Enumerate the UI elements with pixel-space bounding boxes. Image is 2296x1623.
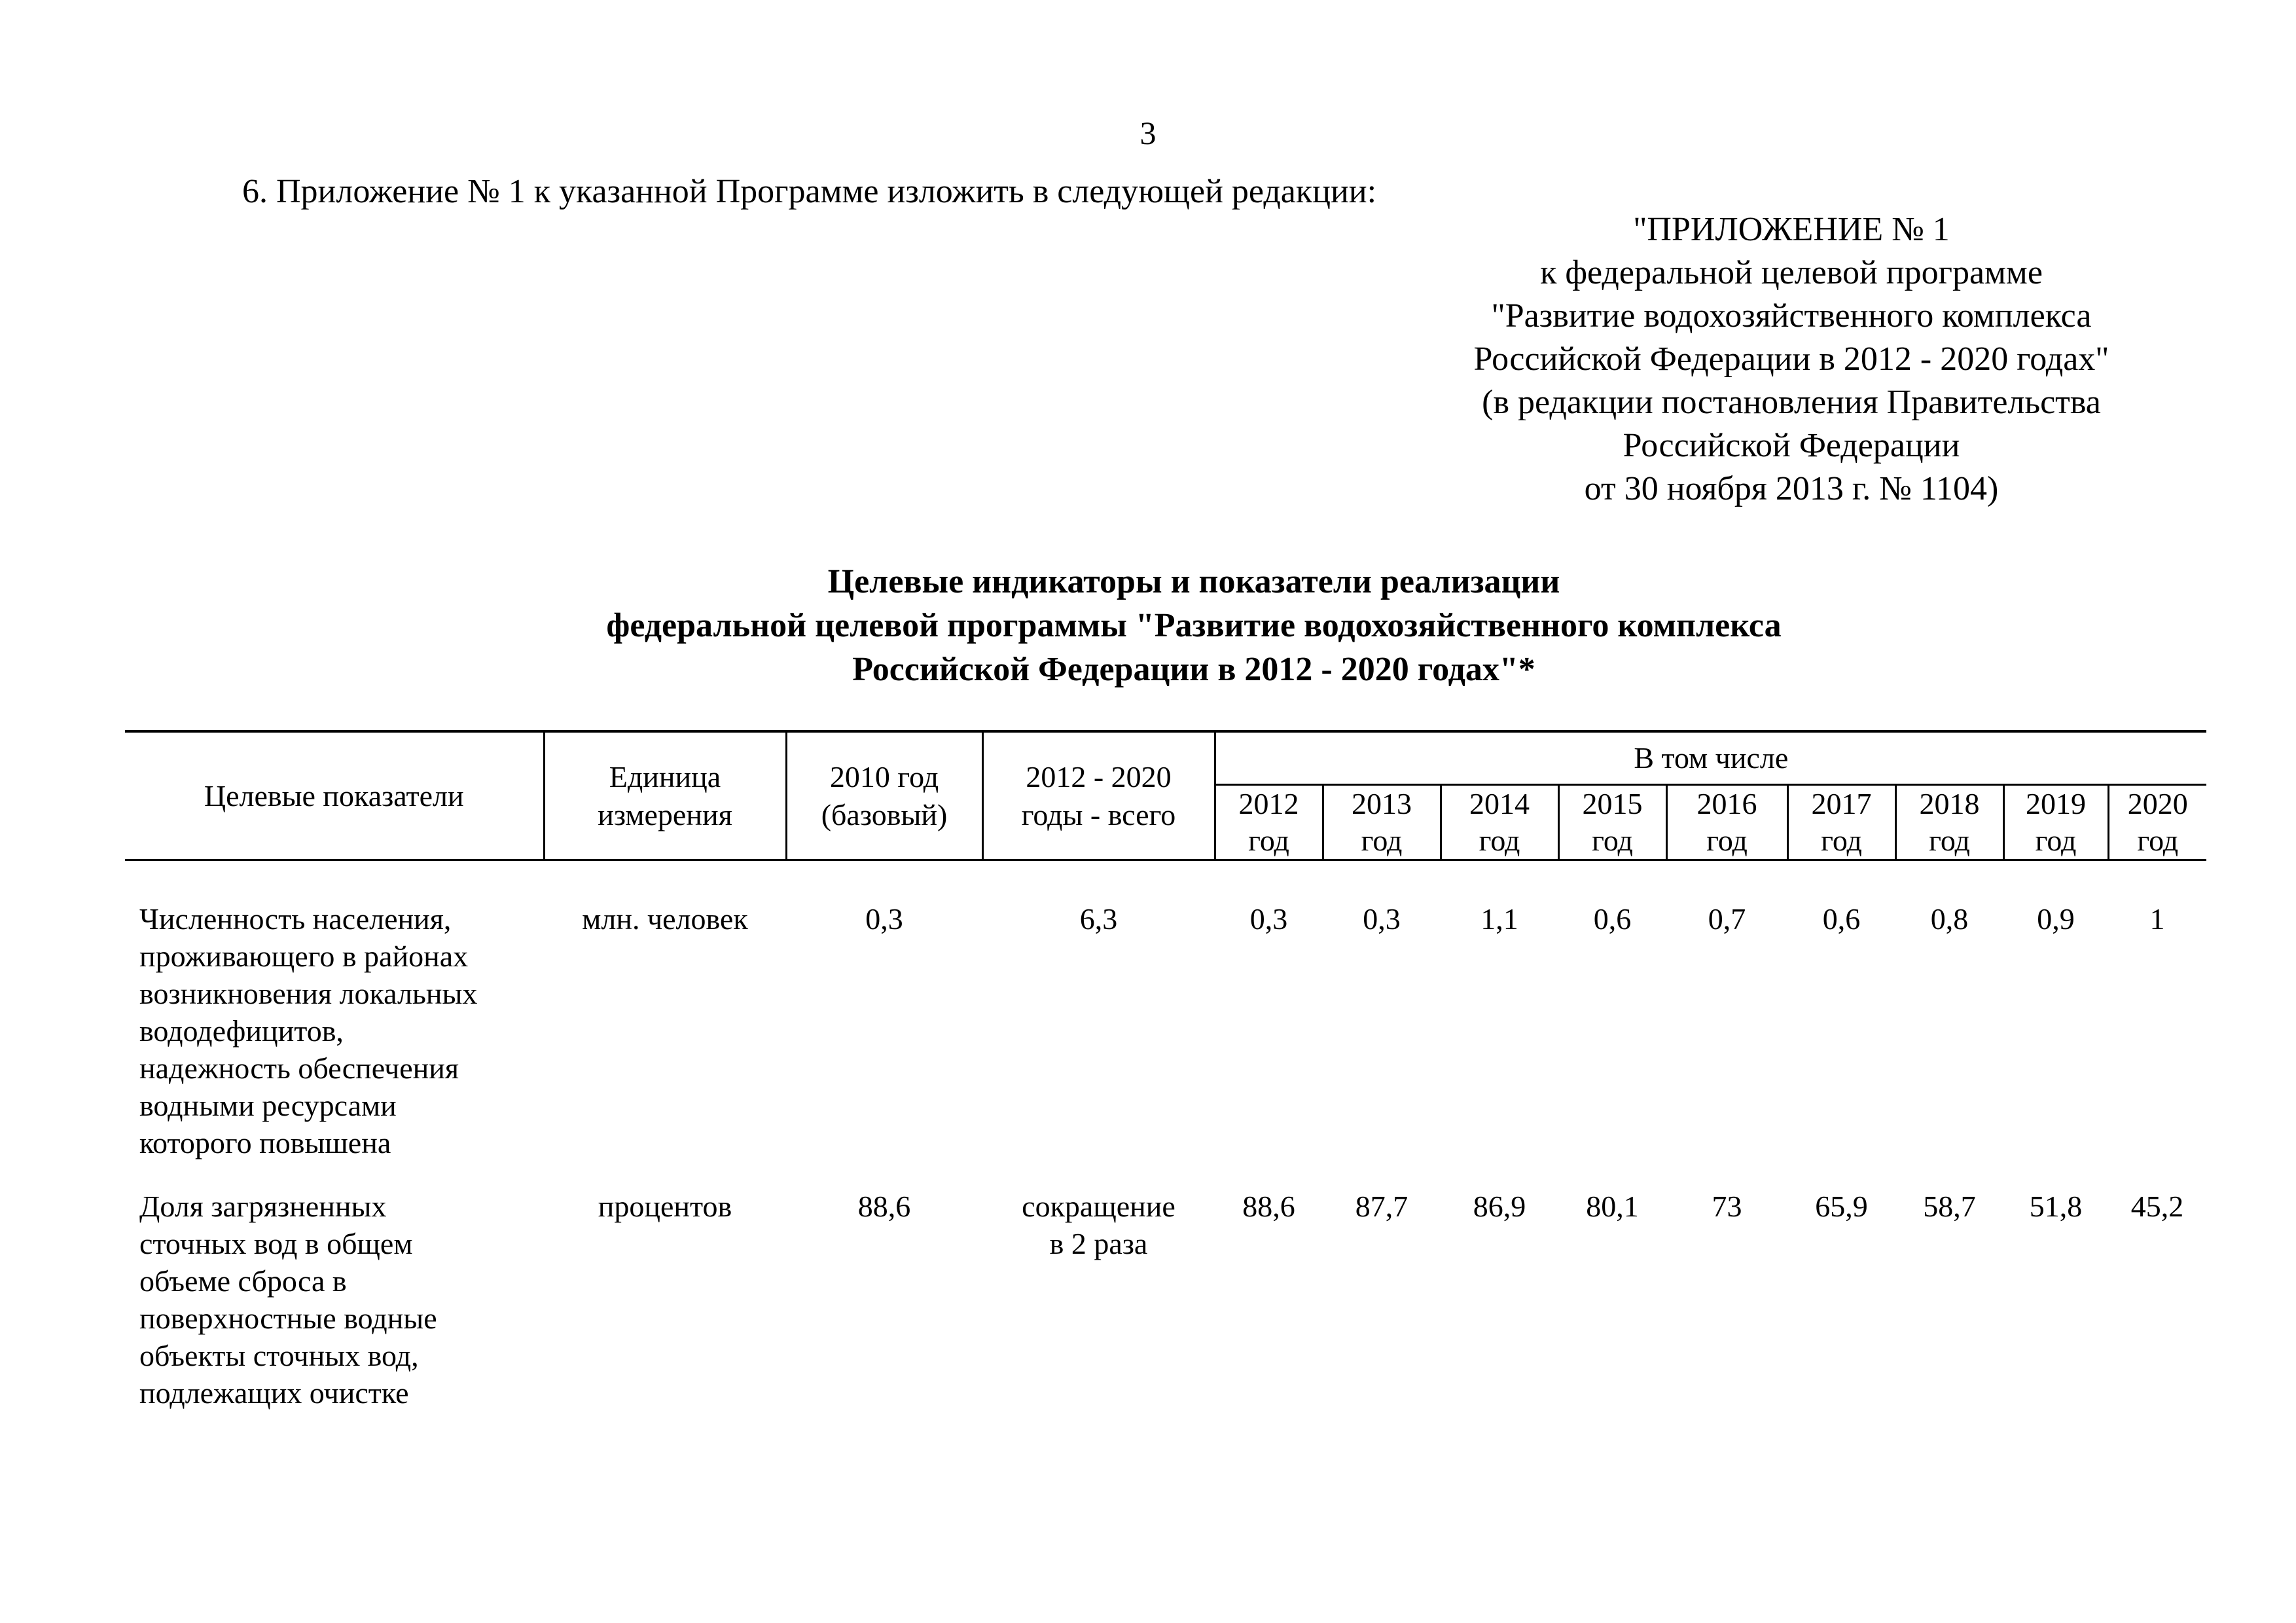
header-year-2018	[1895, 785, 2003, 860]
header-year-suffix: год	[1248, 824, 1289, 857]
year-value-cell: 0,7	[1708, 902, 1746, 936]
indicator-name-line: Доля загрязненных	[139, 1190, 387, 1223]
indicator-name	[125, 900, 544, 1161]
header-year-label: 2016	[1696, 787, 1757, 820]
total-line: в 2 раза	[1049, 1227, 1148, 1260]
year-value-cell: 51,8	[2029, 1190, 2083, 1223]
base-value-cell: 88,6	[857, 1190, 911, 1223]
header-total-line: годы - всего	[1021, 797, 1176, 831]
header-year-label: 2020	[2127, 787, 2188, 820]
header-base-line: (базовый)	[821, 797, 948, 831]
indicator-name-line: поверхностные водные	[139, 1302, 437, 1335]
header-year-suffix: год	[2035, 824, 2077, 857]
header-base-year	[786, 731, 982, 860]
header-year-label: 2017	[1811, 787, 1872, 820]
amendment-intro: 6. Приложение № 1 к указанной Программе изложить в следующей редакции:	[242, 173, 1377, 210]
header-total-line: 2012 - 2020	[1026, 759, 1172, 793]
year-value-cell: 87,7	[1355, 1190, 1408, 1223]
header-year-suffix: год	[1706, 824, 1748, 857]
title-line: федеральной целевой программы "Развитие водохозяйственного комплекса	[606, 607, 1782, 644]
indicator-name-line: объекты сточных вод,	[139, 1339, 419, 1372]
total-cell	[982, 1188, 1215, 1412]
indicator-name-line: водными ресурсами	[139, 1089, 397, 1122]
year-value-cell: 73	[1712, 1190, 1742, 1223]
indicator-name-line: подлежащих очистке	[139, 1376, 409, 1410]
year-value-cell: 0,3	[1363, 902, 1401, 936]
header-unit	[544, 731, 786, 860]
header-year-label: 2018	[1919, 787, 1980, 820]
header-year-2020	[2108, 785, 2206, 860]
year-value-cell: 1,1	[1480, 902, 1518, 936]
header-year-suffix: год	[1929, 824, 1970, 857]
header-year-2013	[1323, 785, 1441, 860]
year-value-cell: 0,9	[2037, 902, 2075, 936]
indicator-name-line: возникновения локальных	[139, 977, 478, 1010]
year-value-cell: 65,9	[1815, 1190, 1868, 1223]
appendix-line: от 30 ноября 2013 г. № 1104)	[1584, 470, 1999, 507]
indicator-name-line: объеме сброса в	[139, 1264, 347, 1298]
header-year-2015	[1558, 785, 1666, 860]
page-number: 3	[1139, 115, 1157, 151]
header-including: В том числе	[1215, 731, 2206, 785]
year-value-cell: 88,6	[1242, 1190, 1295, 1223]
header-year-suffix: год	[2137, 824, 2179, 857]
total-cell	[982, 900, 1215, 1161]
year-value-cell: 0,8	[1930, 902, 1969, 936]
header-total	[982, 731, 1215, 860]
appendix-line: к федеральной целевой программе	[1540, 254, 2043, 291]
appendix-line: Российской Федерации	[1623, 427, 1960, 464]
header-year-label: 2015	[1582, 787, 1643, 820]
table-row	[125, 900, 2206, 1161]
header-year-2014	[1441, 785, 1558, 860]
header-year-2012	[1215, 785, 1323, 860]
total-line: сокращение	[1022, 1190, 1175, 1223]
title-line: Целевые индикаторы и показатели реализации	[827, 563, 1560, 600]
indicator-name-line: вододефицитов,	[139, 1014, 344, 1048]
indicators-table	[125, 730, 2206, 1412]
appendix-line: Российской Федерации в 2012 - 2020 годах"	[1473, 340, 2109, 378]
header-unit-line: измерения	[598, 797, 732, 831]
header-year-label: 2014	[1469, 787, 1530, 820]
table-row	[125, 1188, 2206, 1412]
unit-cell: млн. человек	[582, 902, 748, 936]
header-year-suffix: год	[1592, 824, 1633, 857]
header-base-line: 2010 год	[829, 759, 939, 793]
year-value-cell: 1	[2149, 902, 2165, 936]
header-indicator: Целевые показатели	[125, 731, 544, 860]
header-year-label: 2013	[1352, 787, 1412, 820]
year-value-cell: 58,7	[1923, 1190, 1976, 1223]
header-unit-line: Единица	[609, 759, 721, 793]
year-value-cell: 86,9	[1473, 1190, 1526, 1223]
indicator-name-line: надежность обеспечения	[139, 1051, 459, 1085]
year-value-cell: 0,6	[1593, 902, 1632, 936]
appendix-line: "Развитие водохозяйственного комплекса	[1491, 297, 2092, 335]
header-year-2016	[1666, 785, 1787, 860]
total-line: 6,3	[1079, 902, 1118, 936]
indicator-name-line: сточных вод в общем	[139, 1227, 413, 1260]
document-title	[428, 560, 1960, 691]
row-spacer	[125, 860, 2206, 901]
header-year-suffix: год	[1479, 824, 1520, 857]
header-year-label: 2019	[2026, 787, 2086, 820]
base-value-cell: 0,3	[865, 902, 903, 936]
header-year-2019	[2003, 785, 2108, 860]
year-value-cell: 0,3	[1249, 902, 1288, 936]
appendix-heading	[1418, 208, 2164, 511]
appendix-line: (в редакции постановления Правительства	[1482, 384, 2101, 421]
unit-cell: процентов	[598, 1190, 732, 1223]
header-year-label: 2012	[1238, 787, 1299, 820]
year-value-cell: 80,1	[1586, 1190, 1639, 1223]
year-value-cell: 45,2	[2130, 1190, 2184, 1223]
indicator-name-line: проживающего в районах	[139, 939, 469, 973]
appendix-line: "ПРИЛОЖЕНИЕ № 1	[1633, 211, 1950, 248]
indicator-name	[125, 1188, 544, 1412]
title-line: Российской Федерации в 2012 - 2020 годах"*	[852, 651, 1535, 688]
header-year-suffix: год	[1821, 824, 1862, 857]
year-value-cell: 0,6	[1822, 902, 1861, 936]
indicator-name-line: Численность населения,	[139, 902, 452, 936]
row-spacer	[125, 1161, 2206, 1188]
header-year-suffix: год	[1361, 824, 1403, 857]
indicator-name-line: которого повышена	[139, 1126, 391, 1159]
header-year-2017	[1787, 785, 1895, 860]
